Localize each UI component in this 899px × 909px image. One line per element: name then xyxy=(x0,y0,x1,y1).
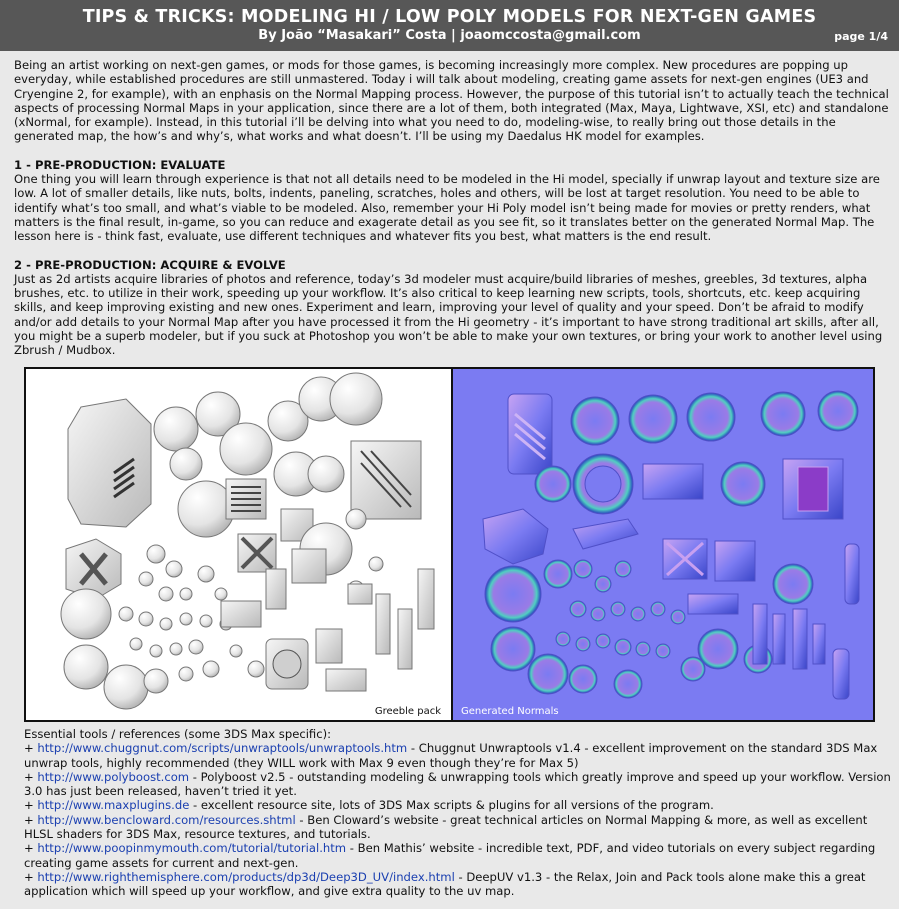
author-byline: By João “Masakari” Costa | joaomccosta@gmail.com xyxy=(258,28,641,43)
reference-item xyxy=(24,841,896,870)
reference-item xyxy=(24,870,896,899)
reference-link[interactable]: http://www.polyboost.com xyxy=(37,769,190,784)
reference-description: - Ben Cloward’s website - great technical articles on Normal Mapping & more, as well as excellent HLSL shaders for 3DS Max, resource textures, and tutorials. xyxy=(24,812,868,842)
section-body: One thing you will learn through experience is that not all details need to be modeled in the Hi model, specially if unwrap layout and texture size are low. A lot of smaller details, like nuts, bolts, indents, paneling, scratches, holes and others, will be lost at target resolution. You need to be able to identify what’s too small, and what’s viable to be modeled. Also, remember your Hi Poly model isn’t being made for movies or pretty renders, what matters is the final result, in-game, so you can reduce and exagerate detail as you see fit, so it translates better on the generated Normal Map. The lesson here is - think fast, evaluate, use different techniques and whatever fits you best, what matters is the end result. xyxy=(14,172,880,244)
greeble-figure xyxy=(24,367,875,722)
reference-description: - Polyboost v2.5 - outstanding modeling & unwrapping tools which greatly improve and speed up your workflow. Version 3.0 has just been released, haven’t tried it yet. xyxy=(24,769,891,799)
page-title: TIPS & TRICKS: MODELING HI / LOW POLY MODELS FOR NEXT-GEN GAMES xyxy=(82,7,817,27)
reference-link[interactable]: http://www.righthemisphere.com/products/dp3d/Deep3D_UV/index.html xyxy=(37,869,455,884)
reference-item xyxy=(24,813,896,842)
figure-caption-right: Generated Normals xyxy=(461,706,559,717)
intro-paragraph: Being an artist working on next-gen games, or mods for those games, is becoming increasingly more complex. New procedures are popping up everyday, while established procedures are still unmastered. Today i will talk about modeling, creating game assets for next-gen engines (UE3 and Cryengine 2, for example), with an enphasis on the Normal Mapping process. However, the purpose of this tutorial isn’t to actually teach the technical aspects of processing Normal Maps in your application, since there are a lot of them, both integrated (Max, Maya, Lightwave, XSI, etc) and standalone (xNormal, for example). Instead, in this tutorial i’ll be delving into what you need to do, modeling-wise, to really bring out those details in the generated map, the how’s and why’s, what works and what doesn’t. I’ll be using my Daedalus HK model for examples. xyxy=(14,58,889,144)
section-heading: 2 - PRE-PRODUCTION: ACQUIRE & EVOLVE xyxy=(14,257,286,272)
section-body: Just as 2d artists acquire libraries of photos and reference, today’s 3d modeler must acquire/build libraries of meshes, greebles, 3d textures, alpha brushes, etc. to utilize in their work, speeding up your workflow. It’s also critical to keep learning new scripts, tools, shortcuts, etc. keep acquiring skills, and keep improving existing and new ones. Experiment and learn, improving your level of quality and your speed. Don’t be afraid to modify and/or add details to your Normal Map after you have processed it from the Hi geometry - it’s important to have strong traditional art skills, after all, you might be a superb modeler, but if you suck at Photoshop you won’t be able to make your own textures, or bring your work to another level using Zbrush / Mudbox. xyxy=(14,271,883,358)
reference-prefix: + xyxy=(24,798,38,813)
reference-prefix: + xyxy=(24,741,38,756)
reference-link[interactable]: http://www.chuggnut.com/scripts/unwraptools/unwraptools.htm xyxy=(37,741,408,756)
reference-prefix: + xyxy=(24,769,38,784)
references-list xyxy=(24,727,896,899)
reference-description: - DeepUV v1.3 - the Relax, Join and Pack tools alone make this a great application which will speed up your workflow, and give extra quality to the uv map. xyxy=(24,869,866,899)
article-body xyxy=(14,58,894,372)
figure-caption-left: Greeble pack xyxy=(374,706,441,717)
page-number: page 1/4 xyxy=(834,30,888,43)
reference-description: - excellent resource site, lots of 3DS Max scripts & plugins for all versions of the program. xyxy=(189,798,714,813)
reference-prefix: + xyxy=(24,869,38,884)
reference-link[interactable]: http://www.poopinmymouth.com/tutorial/tutorial.htm xyxy=(37,841,347,856)
reference-item xyxy=(24,770,896,799)
reference-item xyxy=(24,798,896,812)
reference-link[interactable]: http://www.maxplugins.de xyxy=(37,798,190,813)
reference-prefix: + xyxy=(24,812,38,827)
normal-map-image xyxy=(453,369,873,720)
reference-link[interactable]: http://www.bencloward.com/resources.shtml xyxy=(37,812,296,827)
reference-item xyxy=(24,741,896,770)
greeble-render-image xyxy=(26,369,451,720)
page-header xyxy=(0,0,899,51)
references-heading: Essential tools / references (some 3DS Max specific): xyxy=(24,727,332,741)
reference-description: - Ben Mathis’ website - incredible text, PDF, and video tutorials on every subject regarding creating game assets for current and next-gen. xyxy=(24,841,876,870)
section-heading: 1 - PRE-PRODUCTION: EVALUATE xyxy=(14,157,226,172)
reference-prefix: + xyxy=(24,841,38,856)
reference-description: - Chuggnut Unwraptools v1.4 - excellent improvement on the standard 3DS Max unwrap tools, highly recommended (they WILL work with Max 9 even though they’re for Max 5) xyxy=(24,741,878,770)
